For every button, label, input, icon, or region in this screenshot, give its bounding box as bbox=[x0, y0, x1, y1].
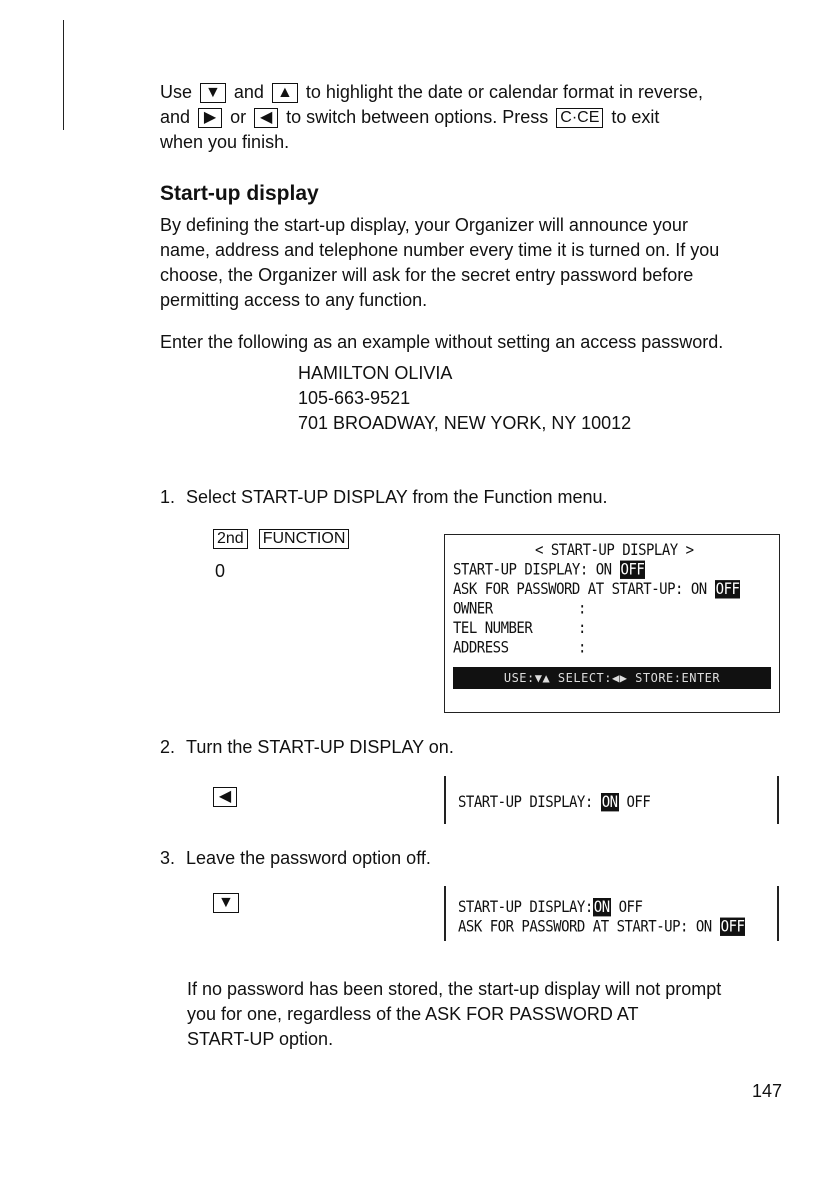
step-2-key bbox=[213, 784, 240, 809]
intro-line-3: when you finish. bbox=[160, 132, 290, 152]
lcd-screen-3-text bbox=[458, 898, 745, 937]
lcd-title: < START-UP DISPLAY > bbox=[535, 541, 694, 560]
section-body: By defining the start-up display, your Organizer will announce your name, address and telephone number every time it is turned on. If you choose, the Organizer will ask for the secret entry password before permitting access to any function. bbox=[160, 215, 720, 310]
section-heading: Start-up display bbox=[160, 182, 319, 205]
page-number: 147 bbox=[752, 1081, 783, 1101]
right-key: ▶ bbox=[198, 108, 222, 128]
step-1-extra: 0 bbox=[215, 561, 226, 581]
step-3: 3. Leave the password option off. bbox=[160, 848, 431, 868]
step-3-key bbox=[213, 890, 242, 915]
lcd-3-highlight-on: ON bbox=[593, 898, 610, 917]
lcd-row-owner: OWNER : bbox=[453, 599, 586, 619]
lcd-screen-1 bbox=[444, 534, 780, 713]
lcd-screen-2-text: START-UP DISPLAY: ON OFF bbox=[458, 793, 651, 812]
intro-paragraph bbox=[160, 80, 800, 155]
lcd-3-row-password: ASK FOR PASSWORD AT START-UP: ON OFF bbox=[458, 917, 745, 936]
lcd-highlight-off-2: OFF bbox=[715, 580, 740, 599]
lcd-3-row-startup: START-UP DISPLAY:ON OFF bbox=[458, 898, 643, 917]
step-1-keys bbox=[213, 526, 352, 551]
intro-line-2: and ▶ or ◀ to switch between options. Press C·CE to exit bbox=[160, 107, 660, 127]
down-key-2: ▼ bbox=[213, 893, 239, 913]
lcd-highlight-off: OFF bbox=[620, 560, 645, 579]
cce-key: C·CE bbox=[556, 108, 603, 128]
lcd-screen-1-text bbox=[453, 541, 740, 658]
lcd-3-right-edge bbox=[777, 886, 779, 941]
lcd-3-left-edge bbox=[444, 886, 446, 941]
margin-mark bbox=[63, 20, 64, 130]
note-paragraph: If no password has been stored, the start-up display will not prompt you for one, regardless of the ASK FOR PASSWORD AT START-UP option. bbox=[187, 979, 722, 1049]
intro-line-1: Use ▼ and ▲ to highlight the date or calendar format in reverse, bbox=[160, 82, 704, 102]
lcd-3-highlight-off: OFF bbox=[720, 917, 745, 936]
left-key: ◀ bbox=[254, 108, 278, 128]
lcd-row-password: ASK FOR PASSWORD AT START-UP: ON OFF bbox=[453, 580, 740, 599]
lcd-hint-bar: USE:▼▲ SELECT:◀▶ STORE:ENTER bbox=[453, 667, 771, 689]
step-2: 2. Turn the START-UP DISPLAY on. bbox=[160, 737, 454, 757]
lcd-row-tel: TEL NUMBER : bbox=[453, 619, 586, 638]
up-key: ▲ bbox=[272, 83, 298, 103]
2nd-key: 2nd bbox=[213, 529, 248, 549]
lcd-2-highlight-on: ON bbox=[601, 793, 618, 812]
down-key: ▼ bbox=[200, 83, 226, 103]
lcd-2-left-edge bbox=[444, 776, 446, 824]
lcd-2-right-edge bbox=[777, 776, 779, 824]
left-key-2: ◀ bbox=[213, 787, 237, 807]
lcd-row-address: ADDRESS : bbox=[453, 638, 586, 658]
example-entry: HAMILTON OLIVIA 105-663-9521 701 BROADWAY, NEW YORK, NY 10012 bbox=[298, 363, 632, 433]
example-intro: Enter the following as an example without setting an access password. bbox=[160, 332, 724, 352]
function-key: FUNCTION bbox=[259, 529, 350, 549]
lcd-row-startup: START-UP DISPLAY: ON OFF bbox=[453, 560, 645, 579]
step-1: 1. Select START-UP DISPLAY from the Function menu. bbox=[160, 487, 608, 507]
